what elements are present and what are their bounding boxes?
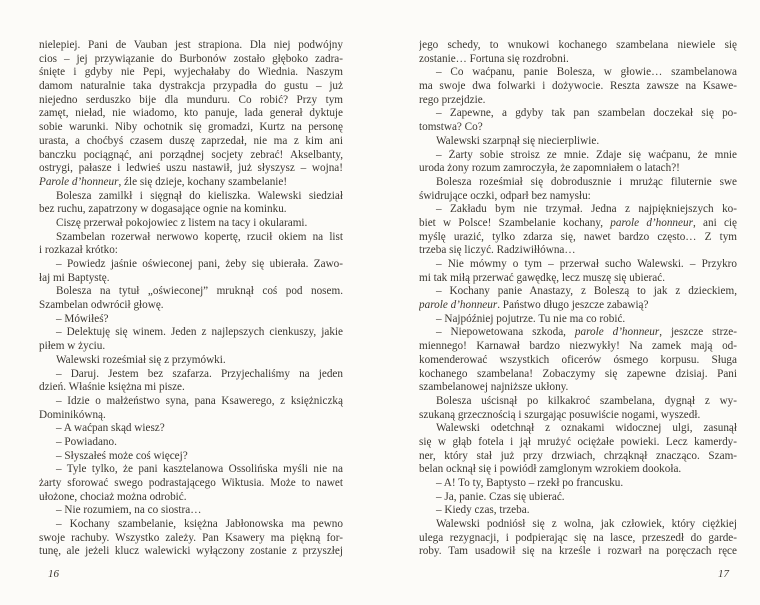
text-run: żarty sforować swego podrastającego Wiktusia. Może to nawet <box>39 477 343 489</box>
text-line <box>39 450 343 464</box>
text-run: roby. Tam usadowił się na krześle i rozwarł na poręczach ręce <box>419 545 737 558</box>
text-line <box>39 94 343 108</box>
text-line <box>39 545 343 559</box>
text-line <box>419 326 737 340</box>
text-run: – A! To ty, Baptysto – rzekł po francusku. <box>436 477 624 489</box>
text-line <box>39 66 343 80</box>
text-run: piłem w życiu. <box>39 340 106 353</box>
left-page <box>39 39 343 580</box>
text-line <box>419 149 737 163</box>
text-line <box>419 190 737 204</box>
text-run: – Najpóźniej pojutrze. Tu nie ma co robić. <box>436 312 626 325</box>
text-line <box>419 504 737 518</box>
text-run: Walewski szarpnął się niecierpliwie. <box>436 134 600 147</box>
text-line <box>39 463 343 477</box>
text-run: – Słyszałeś może coś więcej? <box>56 449 188 462</box>
text-line <box>419 258 737 272</box>
text-run: nielepiej. Pani de Vauban jest strapiona. Dla niej podwójny <box>39 39 343 51</box>
text-line <box>39 231 343 245</box>
text-line <box>419 436 737 450</box>
text-run: , źle się dzieje, kochany szambelanie! <box>118 175 288 188</box>
text-run: – Delektuję się winem. Jeden z najlepszych cienkuszy, jakie <box>56 326 343 339</box>
text-run: – A waćpan skąd wiesz? <box>56 422 165 435</box>
text-run: jego schedy, to wnukowi kochanego szambelana niewiele się <box>419 39 737 51</box>
text-run: zostanie… Fortuna się rozdrobni. <box>419 52 569 65</box>
text-run: – Kochany panie Anastazy, z Boleszą to jak z dzieckiem, <box>436 285 737 298</box>
text-line <box>419 518 737 532</box>
text-line <box>419 299 737 313</box>
text-run: ulega rezygnacji, i podpierając się na lasce, przeszedł do garde- <box>419 531 737 544</box>
text-run: szambelanowej najniższe ukłony. <box>419 381 569 394</box>
text-run: Szambelan rozerwał nerwowo kopertę, rzucił okiem na list <box>56 230 343 243</box>
text-run: śnięte i gdyby nie Pepi, wyjechałaby do Wiednia. Naszym <box>39 66 343 79</box>
text-line <box>419 477 737 491</box>
right-page-text <box>419 39 737 559</box>
text-run: Bolesza na tytuł „oświeconej” mruknął coś pod nosem. <box>56 285 343 298</box>
text-run: . Państwo długo jeszcze zabawią? <box>497 299 649 312</box>
page-number-left: 16 <box>48 568 59 581</box>
left-page-text <box>39 39 343 559</box>
italic-phrase: parole d’honneur <box>610 216 693 229</box>
page-number-right: 17 <box>718 568 729 581</box>
text-line <box>39 39 343 53</box>
text-line <box>419 39 737 53</box>
text-line <box>419 422 737 436</box>
text-run: niejedno serduszko bije dla munduru. Co robić? Przy tym <box>39 93 343 106</box>
text-run: ma swoje dwa folwarki i dożywocie. Reszta zawsze na Ksawe- <box>419 80 737 93</box>
text-line <box>39 436 343 450</box>
text-run: , ani cię <box>692 216 737 229</box>
text-run: swoje rachuby. Wszystko zależy. Pan Ksawery ma piękną for- <box>39 531 343 544</box>
text-run: – Mówiłeś? <box>56 312 109 325</box>
text-line <box>39 190 343 204</box>
text-line <box>39 477 343 491</box>
text-line <box>39 272 343 286</box>
text-run: Szambelan odwrócił głowę. <box>39 299 164 312</box>
text-line <box>39 80 343 94</box>
text-line <box>39 368 343 382</box>
text-line <box>419 135 737 149</box>
text-run: tomstwa? Co? <box>419 121 483 134</box>
text-run: sobie warunki. Niby ochotnik się gromadzi, Kurtz na personę <box>39 121 343 134</box>
text-run: – Nie rozumiem, na co siostra… <box>56 504 202 517</box>
text-line <box>419 80 737 94</box>
text-line <box>39 354 343 368</box>
text-line <box>419 107 737 121</box>
text-line <box>39 107 343 121</box>
text-line <box>419 285 737 299</box>
text-run: ostrygi, pałasze i ledwieś uszu nastawił, już słyszysz – wojna! <box>39 162 343 175</box>
text-line <box>419 162 737 176</box>
text-line <box>39 313 343 327</box>
text-line <box>39 258 343 272</box>
text-run: urasta, a choćbyś czasem duszę zaprzedał, nie ma z kim ani <box>39 134 343 147</box>
text-run: szukaną grzecznością i szurgając posuwiście nogami, wyszedł. <box>419 408 701 421</box>
text-line <box>39 53 343 67</box>
text-line <box>419 340 737 354</box>
text-run: Bolesza zamilkł i sięgnął do kieliszka. Walewski siedział <box>56 189 343 202</box>
text-line <box>39 504 343 518</box>
text-line <box>419 545 737 559</box>
text-line <box>39 422 343 436</box>
text-run: myślę urazić, tylko zdarza się, nawet bardzo często… Z tym <box>419 230 737 243</box>
text-line <box>419 244 737 258</box>
text-line <box>39 299 343 313</box>
italic-phrase: parole d’honneur <box>574 326 660 339</box>
text-line <box>419 203 737 217</box>
text-run: uroda żony rozum zamroczyła, że zapomniałem o latach?! <box>419 162 680 175</box>
text-run: Walewski odetchnął z oznakami widocznej ulgi, zasunął <box>436 422 737 435</box>
text-line <box>419 491 737 505</box>
right-page <box>419 39 737 580</box>
text-line <box>39 217 343 231</box>
text-run: i rozkazał krótko: <box>39 244 118 257</box>
text-run: – Kochany szambelanie, księżna Jabłonowska ma pewno <box>56 518 343 531</box>
text-run: banczku pociągnąć, ani porządnej socjety zebrać! Akselbanty, <box>39 148 343 161</box>
text-line <box>39 176 343 190</box>
text-run: Bolesza roześmiał się dobrodusznie i mrużąc filuternie swe <box>436 175 737 188</box>
text-run: zamęt, nieład, nie wiadomo, kto panuje, lada generał dyktuje <box>39 107 343 120</box>
text-line <box>419 381 737 395</box>
text-run: kochanego szambelana! Zobaczymy się zapewne dzisiaj. Pani <box>419 367 737 380</box>
text-run: tunę, ale jeżeli klucz walewicki wyłączony zostanie z przyszłej <box>39 545 343 558</box>
text-run: – Kiedy czas, trzeba. <box>436 504 530 517</box>
text-line <box>39 326 343 340</box>
text-line <box>419 121 737 135</box>
text-run: – Idzie o małżeństwo syna, pana Ksawerego, z księżniczką <box>56 394 343 407</box>
text-line <box>419 368 737 382</box>
text-run: biet w Polsce! Szambelanie kochany, <box>419 216 611 229</box>
text-run: – Zapewne, a gdyby tak pan szambelan doczekał się po- <box>436 107 737 120</box>
text-run: – Ja, panie. Czas się ubierać. <box>436 490 565 503</box>
text-line <box>419 231 737 245</box>
text-line <box>39 381 343 395</box>
text-line <box>39 395 343 409</box>
text-run: – Niepowetowana szkoda, <box>436 326 575 339</box>
text-run: świdrujące oczki, odparł bez namysłu: <box>419 189 591 202</box>
text-run: dzień. Właśnie księżna mi pisze. <box>39 381 185 394</box>
text-run: mi tak miłą przerwać gawędkę, lecz muszę się ubierać. <box>419 271 666 284</box>
text-line <box>39 518 343 532</box>
text-run: – Nie mówmy o tym – przerwał sucho Walewski. – Przykro <box>436 258 737 270</box>
text-line <box>419 94 737 108</box>
italic-phrase: Parole d’honneur <box>39 175 119 188</box>
text-line <box>39 135 343 149</box>
text-run: miennego! Karnawał bardzo niezwykły! Na zamek mają od- <box>419 340 737 353</box>
text-run: belan ocknął się i powiódł zamglonym wzrokiem dookoła. <box>419 463 682 476</box>
text-run: się w głąb fotela i jął mrużyć ociężałe powieki. Lecz kamerdy- <box>419 435 737 448</box>
text-run: Ciszę przerwał pokojowiec z listem na tacy i okularami. <box>56 216 308 229</box>
text-line <box>39 409 343 423</box>
text-run: bez ruchu, zapatrzony w dogasające ognie na kominku. <box>39 203 287 216</box>
text-line <box>419 53 737 67</box>
text-line <box>39 162 343 176</box>
text-line <box>39 285 343 299</box>
text-run: – Powiadano. <box>56 435 117 448</box>
text-line <box>39 532 343 546</box>
text-line <box>39 203 343 217</box>
text-run: – Tyle tylko, że pani kasztelanowa Ossolińska myśli nie na <box>56 463 343 476</box>
text-line <box>419 272 737 286</box>
text-line <box>39 340 343 354</box>
text-run: łaj mi Baptystę. <box>39 271 110 284</box>
text-run: Walewski podniósł się z wolna, jak człowiek, który ciężkiej <box>436 518 737 531</box>
text-run: ner, który stał już przy drzwiach, chrząknął znacząco. Szam- <box>419 449 737 462</box>
text-run: trzeba się liczyć. Radziwiłłówna… <box>419 244 576 257</box>
text-run: – Zakładu bym nie trzymał. Jedna z najpiękniejszych ko- <box>436 203 737 216</box>
text-run: , jeszcze strze- <box>659 326 737 339</box>
text-run: cios – jej przywiązanie do Burbonów zostało głęboko zadra- <box>39 52 343 65</box>
text-run: – Powiedz jaśnie oświeconej pani, żeby się ubierała. Zawo- <box>56 258 343 270</box>
text-line <box>419 395 737 409</box>
text-line <box>39 244 343 258</box>
text-line <box>39 121 343 135</box>
text-run: Walewski roześmiał się z przymówki. <box>56 353 226 366</box>
text-run: komenderować wszystkich oficerów ósmego korpusu. Sługa <box>419 353 737 366</box>
text-line <box>419 409 737 423</box>
text-line <box>39 491 343 505</box>
text-run: – Daruj. Jestem bez szafarza. Przyjechaliśmy na jeden <box>56 367 343 380</box>
text-line <box>419 532 737 546</box>
text-run: ułożone, chociaż można odrobić. <box>39 490 187 503</box>
italic-phrase: parole d’honneur <box>419 299 498 312</box>
text-line <box>419 354 737 368</box>
text-run: Dominikówną. <box>39 408 106 421</box>
text-line <box>419 313 737 327</box>
text-line <box>419 66 737 80</box>
text-run: damom naturalnie taka dystrakcja przypadła do gustu – już <box>39 80 343 93</box>
text-line <box>419 217 737 231</box>
text-line <box>419 463 737 477</box>
text-run: – Żarty sobie stroisz ze mnie. Zdaje się waćpanu, że mnie <box>436 148 737 161</box>
text-line <box>419 176 737 190</box>
text-line <box>39 149 343 163</box>
text-run: rego przejdzie. <box>419 93 486 106</box>
text-run: Bolesza uścisnął po kilkakroć szambelana, dygnął z wy- <box>436 394 737 407</box>
text-run: – Co waćpanu, panie Bolesza, w głowie… szambelanowa <box>436 66 737 79</box>
text-line <box>419 450 737 464</box>
